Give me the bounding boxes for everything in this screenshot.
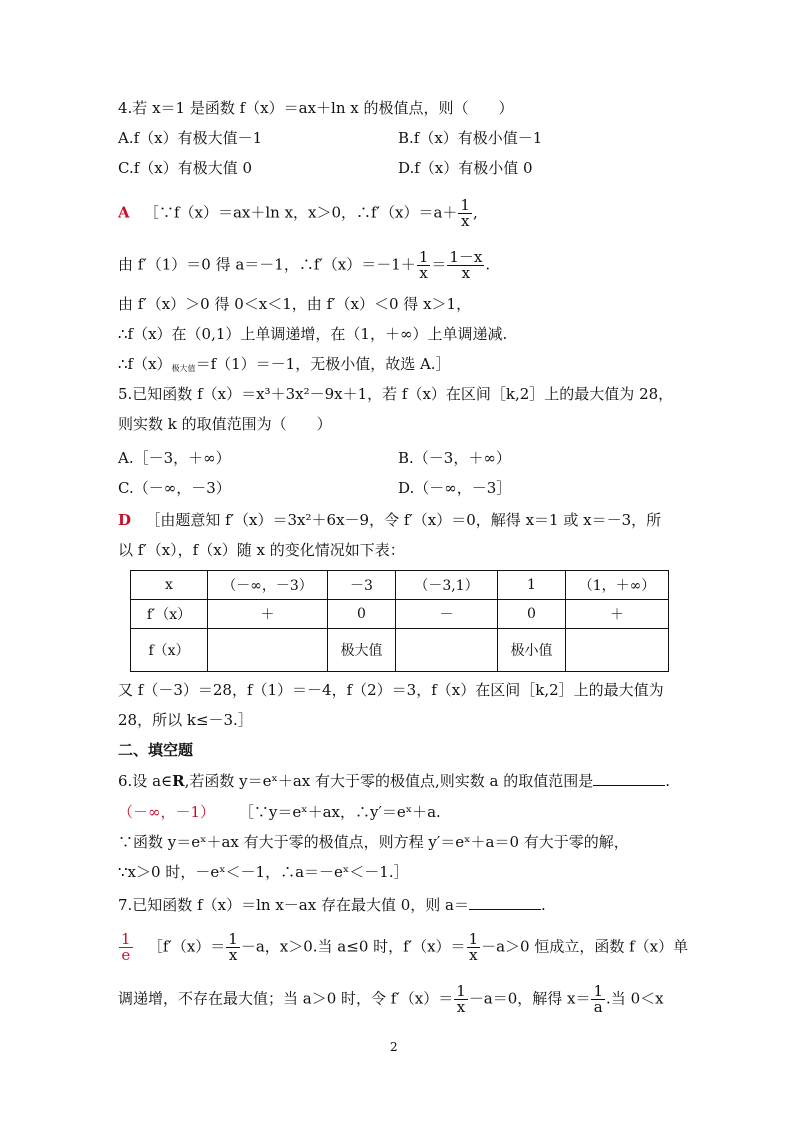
table-cell: 0 <box>498 600 566 629</box>
q4-solution-line-2 <box>118 250 490 281</box>
fraction: $\frac{1}{a}$ <box>593 982 604 1016</box>
q4-option-b: B.f（x）有极小值－1 <box>398 129 543 147</box>
table-cell: x <box>131 571 208 600</box>
q6-solution-line-3: ∵x＞0 时，－eˣ＜－1，∴a＝－eˣ＜－1.］ <box>118 863 409 881</box>
q5-stem-line-1: 5.已知函数 f（x）＝x³＋3x²－9x＋1，若 f（x）在区间［k,2］上的最大值为 28， <box>118 385 674 403</box>
q4-solution-line-3: 由 f′（x）＞0 得 0＜x＜1，由 f′（x）＜0 得 x＞1， <box>118 295 472 313</box>
table-cell: ＋ <box>566 600 669 629</box>
q7-solution-line-2 <box>118 984 664 1015</box>
table-cell: （－∞，－3） <box>208 571 328 600</box>
q4-option-c: C.f（x）有极大值 0 <box>118 159 253 177</box>
q6-stem-post: ,若函数 y＝eˣ＋ax 有大于零的极值点,则实数 a 的取值范围是 <box>184 772 594 790</box>
q4-answer: A <box>118 203 130 222</box>
q5-solution-line-4: 28，所以 k≤－3.］ <box>118 711 253 729</box>
fraction: $\frac{1}{x}$ <box>418 248 429 282</box>
table-cell: 极小值 <box>498 629 566 672</box>
section-title: 二、填空题 <box>118 741 194 759</box>
table-cell: f（x） <box>131 629 208 672</box>
q5-stem-line-2: 则实数 k 的取值范围为（ ） <box>118 415 332 433</box>
q7-stem <box>118 895 546 915</box>
period: . <box>540 896 546 914</box>
q5-solution-line-2: 以 f′（x），f（x）随 x 的变化情况如下表： <box>118 541 405 559</box>
period: . <box>665 772 671 790</box>
table-cell: （1，＋∞） <box>566 571 669 600</box>
q5-solution-line-3: 又 f（－3）＝28，f（1）＝－4，f（2）＝3，f（x）在区间［k,2］上的最大值为 <box>118 681 664 699</box>
q7-answer: $\frac{1}{e}$ <box>121 930 131 964</box>
q4-sol1-end: , <box>472 203 478 222</box>
q5-option-c: C.（－∞，－3） <box>118 479 231 497</box>
table-cell: （－3,1） <box>396 571 498 600</box>
fraction: $\frac{1}{x}$ <box>228 930 238 964</box>
variation-table <box>130 570 669 672</box>
q4-sol5-post: ＝f（1）＝－1，无极小值，故选 A.］ <box>195 355 451 373</box>
q6-stem-pre: 6.设 a∈ <box>118 772 173 790</box>
q5-option-a: A.［－3，＋∞） <box>118 449 231 467</box>
q6-solution-line-1 <box>118 802 441 822</box>
table-row <box>131 629 669 672</box>
q7-sol2-b: －a＝0，解得 x＝ <box>468 989 591 1008</box>
q4-sol2-text: 由 f′（1）＝0 得 a＝－1，∴f′（x）＝－1＋ <box>118 255 416 274</box>
table-cell: 1 <box>498 571 566 600</box>
fraction: $\frac{1-x}{x}$ <box>449 248 483 282</box>
fraction: $\frac{1}{x}$ <box>468 930 479 964</box>
q4-sol5-pre: ∴f（x） <box>118 355 172 373</box>
q4-solution-line-5 <box>118 354 451 379</box>
q7-solution-line-1 <box>118 932 688 963</box>
table-cell <box>208 629 328 672</box>
table-cell: 极大值 <box>328 629 396 672</box>
table-cell: －3 <box>328 571 396 600</box>
table-cell: － <box>396 600 498 629</box>
table-cell: ＋ <box>208 600 328 629</box>
q6-sol1-text: ［∵y＝eˣ＋ax，∴y′＝eˣ＋a. <box>238 803 441 821</box>
table-cell <box>566 629 669 672</box>
table-cell: 0 <box>328 600 396 629</box>
q5-answer: D <box>118 511 132 529</box>
q4-option-d: D.f（x）有极小值 0 <box>398 159 533 177</box>
fraction: $\frac{1}{x}$ <box>460 196 470 230</box>
period: . <box>485 255 491 274</box>
table-row <box>131 600 669 629</box>
q6-stem-R: R <box>172 772 185 790</box>
table-cell <box>396 629 498 672</box>
q5-solution-line-1 <box>118 510 661 530</box>
q7-sol1-a: ［f′（x）＝ <box>147 937 226 956</box>
q7-sol2-c: .当 0＜x <box>606 989 664 1008</box>
q7-sol1-b: －a，x＞0.当 a≤0 时，f′（x）＝ <box>240 937 466 956</box>
q7-sol1-c: －a＞0 恒成立，函数 f（x）单 <box>481 937 689 956</box>
answer-blank <box>593 771 665 786</box>
q4-option-a: A.f（x）有极大值－1 <box>118 129 263 147</box>
q4-stem: 4.若 x＝1 是函数 f（x）＝ax＋ln x 的极值点，则（ ） <box>118 99 514 117</box>
table-row <box>131 571 669 600</box>
q7-sol2-a: 调递增，不存在最大值；当 a＞0 时，令 f′（x）＝ <box>118 989 454 1008</box>
page-number: 2 <box>390 1040 398 1054</box>
answer-blank <box>469 895 541 910</box>
q6-answer: （－∞，－1） <box>118 803 216 821</box>
q4-solution-line-1 <box>118 198 478 229</box>
fraction: $\frac{1}{x}$ <box>456 982 466 1016</box>
q4-solution-line-4: ∴f（x）在（0,1）上单调递增，在（1，＋∞）上单调递减. <box>118 325 508 343</box>
q5-sol1-text: ［由题意知 f′（x）＝3x²＋6x－9，令 f′（x）＝0，解得 x＝1 或 x＝－3，所 <box>145 511 662 529</box>
q6-stem <box>118 771 670 791</box>
table-cell: f′（x） <box>131 600 208 629</box>
q4-sol1-text: ［∵f（x）＝ax＋ln x，x＞0，∴f′（x）＝a＋ <box>143 203 458 222</box>
q6-solution-line-2: ∵函数 y＝eˣ＋ax 有大于零的极值点，则方程 y′＝eˣ＋a＝0 有大于零的解， <box>118 833 629 851</box>
q4-sol5-subscript: 极大值 <box>171 364 196 373</box>
q5-option-d: D.（－∞，－3］ <box>398 479 512 497</box>
q7-stem-text: 7.已知函数 f（x）＝ln x－ax 存在最大值 0，则 a＝ <box>118 896 469 914</box>
q5-option-b: B.（－3，＋∞） <box>398 449 511 467</box>
equals: ＝ <box>431 255 447 274</box>
